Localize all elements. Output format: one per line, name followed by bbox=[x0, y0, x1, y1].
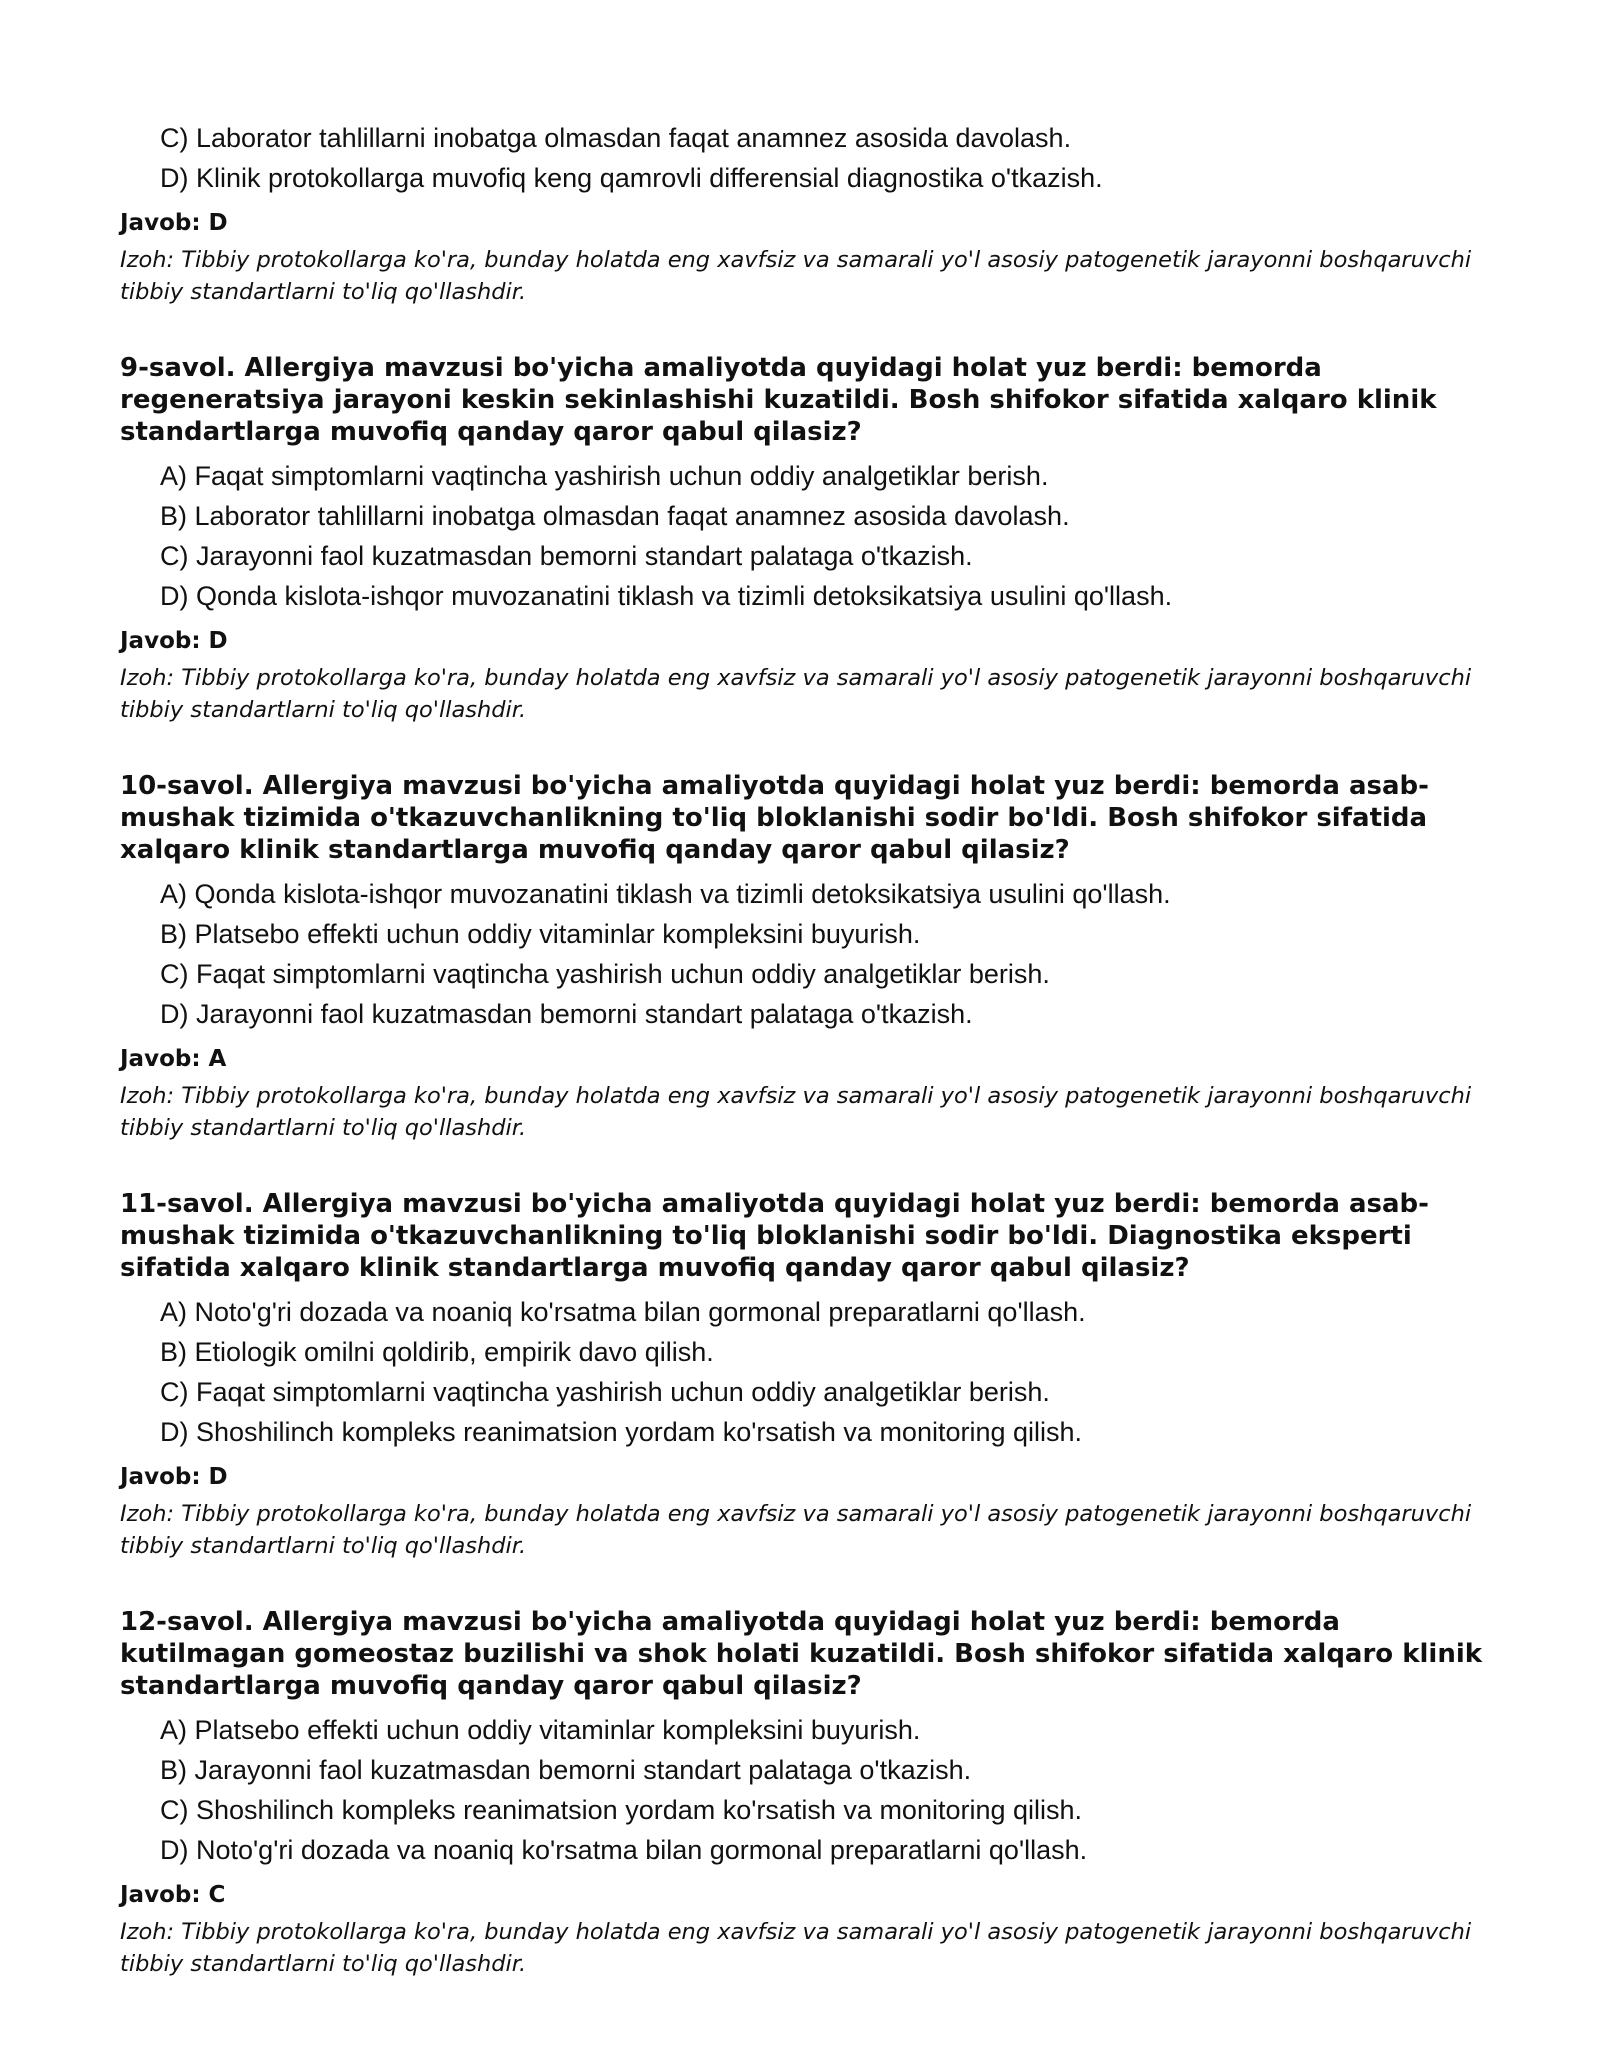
option-b: B) Laborator tahlillarni inobatga olmasdan faqat anamnez asosida davolash. bbox=[160, 501, 1070, 531]
options-list bbox=[120, 874, 1490, 1034]
question-12 bbox=[120, 1606, 1490, 1980]
option-a: A) Qonda kislota-ishqor muvozanatini tiklash va tizimli detoksikatsiya usulini qo'llash. bbox=[160, 879, 1171, 909]
answer-label: Javob: D bbox=[120, 1464, 228, 1490]
option-d: D) Noto'g'ri dozada va noaniq ko'rsatma bilan gormonal preparatlarni qo'llash. bbox=[160, 1835, 1088, 1865]
options-list bbox=[120, 1710, 1490, 1870]
option-d: D) Qonda kislota-ishqor muvozanatini tiklash va tizimli detoksikatsiya usulini qo'llash. bbox=[160, 581, 1173, 611]
option-a: A) Faqat simptomlarni vaqtincha yashirish uchun oddiy analgetiklar berish. bbox=[160, 461, 1049, 491]
options-list bbox=[120, 456, 1490, 616]
option-d: D) Jarayonni faol kuzatmasdan bemorni standart palataga o'tkazish. bbox=[160, 999, 973, 1029]
option-c: C) Laborator tahlillarni inobatga olmasdan faqat anamnez asosida davolash. bbox=[160, 123, 1072, 153]
question-8-continuation bbox=[120, 118, 1490, 308]
answer-label: Javob: D bbox=[120, 628, 228, 654]
explanation-note: Izoh: Tibbiy protokollarga ko'ra, bunday holatda eng xavfsiz va samarali yo'l asosiy patogenetik jarayonni boshqaruvchi tibbiy standartlarni to'liq qo'llashdir. bbox=[120, 247, 1472, 305]
option-d: D) Shoshilinch kompleks reanimatsion yordam ko'rsatish va monitoring qilish. bbox=[160, 1417, 1083, 1447]
explanation-note: Izoh: Tibbiy protokollarga ko'ra, bunday holatda eng xavfsiz va samarali yo'l asosiy patogenetik jarayonni boshqaruvchi tibbiy standartlarni to'liq qo'llashdir. bbox=[120, 1083, 1472, 1141]
explanation-note: Izoh: Tibbiy protokollarga ko'ra, bunday holatda eng xavfsiz va samarali yo'l asosiy patogenetik jarayonni boshqaruvchi tibbiy standartlarni to'liq qo'llashdir. bbox=[120, 1501, 1472, 1559]
question-11 bbox=[120, 1188, 1490, 1562]
answer-label: Javob: C bbox=[120, 1882, 226, 1908]
explanation-note: Izoh: Tibbiy protokollarga ko'ra, bunday holatda eng xavfsiz va samarali yo'l asosiy patogenetik jarayonni boshqaruvchi tibbiy standartlarni to'liq qo'llashdir. bbox=[120, 665, 1472, 723]
document-page bbox=[120, 118, 1490, 1980]
answer-label: Javob: D bbox=[120, 210, 228, 236]
question-9 bbox=[120, 352, 1490, 726]
option-a: A) Platsebo effekti uchun oddiy vitaminlar kompleksini buyurish. bbox=[160, 1715, 921, 1745]
option-b: B) Platsebo effekti uchun oddiy vitaminlar kompleksini buyurish. bbox=[160, 919, 921, 949]
question-title: 9-savol. Allergiya mavzusi bo'yicha amaliyotda quyidagi holat yuz berdi: bemorda regeneratsiya jarayoni keskin sekinlashishi kuzatildi. Bosh shifokor sifatida xalqaro klinik standartlarga muvofiq qanday qaror qabul qilasiz? bbox=[120, 353, 1437, 447]
explanation-note: Izoh: Tibbiy protokollarga ko'ra, bunday holatda eng xavfsiz va samarali yo'l asosiy patogenetik jarayonni boshqaruvchi tibbiy standartlarni to'liq qo'llashdir. bbox=[120, 1919, 1472, 1977]
question-title: 11-savol. Allergiya mavzusi bo'yicha amaliyotda quyidagi holat yuz berdi: bemorda asab-mushak tizimida o'tkazuvchanlikning to'liq bloklanishi sodir bo'ldi. Diagnostika eksperti sifatida xalqaro klinik standartlarga muvofiq qanday qaror qabul qilasiz? bbox=[120, 1189, 1429, 1283]
option-c: C) Faqat simptomlarni vaqtincha yashirish uchun oddiy analgetiklar berish. bbox=[160, 1377, 1050, 1407]
question-title: 12-savol. Allergiya mavzusi bo'yicha amaliyotda quyidagi holat yuz berdi: bemorda kutilmagan gomeostaz buzilishi va shok holati kuzatildi. Bosh shifokor sifatida xalqaro klinik standartlarga muvofiq qanday qaror qabul qilasiz? bbox=[120, 1607, 1483, 1701]
option-d: D) Klinik protokollarga muvofiq keng qamrovli differensial diagnostika o'tkazish. bbox=[160, 163, 1103, 193]
option-a: A) Noto'g'ri dozada va noaniq ko'rsatma bilan gormonal preparatlarni qo'llash. bbox=[160, 1297, 1086, 1327]
question-title: 10-savol. Allergiya mavzusi bo'yicha amaliyotda quyidagi holat yuz berdi: bemorda asab-mushak tizimida o'tkazuvchanlikning to'liq bloklanishi sodir bo'ldi. Bosh shifokor sifatida xalqaro klinik standartlarga muvofiq qanday qaror qabul qilasiz? bbox=[120, 771, 1429, 865]
question-10 bbox=[120, 770, 1490, 1144]
options-list bbox=[120, 118, 1490, 198]
option-c: C) Shoshilinch kompleks reanimatsion yordam ko'rsatish va monitoring qilish. bbox=[160, 1795, 1083, 1825]
options-list bbox=[120, 1292, 1490, 1452]
option-c: C) Jarayonni faol kuzatmasdan bemorni standart palataga o'tkazish. bbox=[160, 541, 973, 571]
option-b: B) Etiologik omilni qoldirib, empirik davo qilish. bbox=[160, 1337, 714, 1367]
option-c: C) Faqat simptomlarni vaqtincha yashirish uchun oddiy analgetiklar berish. bbox=[160, 959, 1050, 989]
answer-label: Javob: A bbox=[120, 1046, 227, 1072]
option-b: B) Jarayonni faol kuzatmasdan bemorni standart palataga o'tkazish. bbox=[160, 1755, 972, 1785]
